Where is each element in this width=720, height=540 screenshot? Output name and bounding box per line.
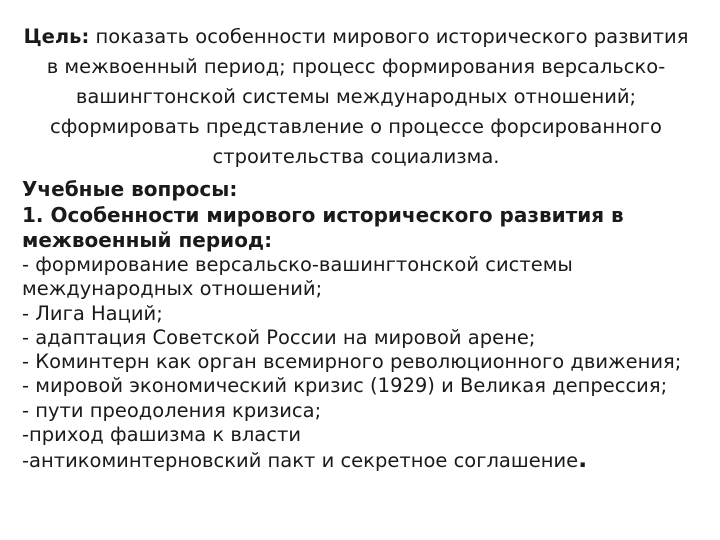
list-item: -приход фашизма к власти [22,423,301,447]
list-item: - пути преодоления кризиса; [22,398,322,422]
list-item: - мировой экономический кризис (1929) и Великая депрессия; [22,374,668,398]
list-item: - Коминтерн как орган всемирного революционного движения; [22,350,682,374]
final-period: . [578,445,588,474]
list-item: - адаптация Советской России на мировой арене; [22,325,536,349]
goal-paragraph [22,22,690,172]
question-1-items [22,253,690,474]
list-item: - формирование версальско-вашингтонской системы международных отношений; [22,253,573,301]
questions-heading: Учебные вопросы: [22,177,238,201]
list-item-last [22,447,690,473]
goal-text: показать особенности мирового исторического развития в межвоенный период; процесс формирования версальско-вашингтонской системы международных отношений; сформировать представление о процессе форсированного строительства социализма. [46,25,689,168]
goal-label: Цель: [23,25,90,48]
question-1: 1. Особенности мирового исторического развития в межвоенный период: [22,203,624,252]
list-item-last-text: -антикоминтерновский пакт и секретное соглашение [22,449,579,473]
list-item: - Лига Наций; [22,301,163,325]
